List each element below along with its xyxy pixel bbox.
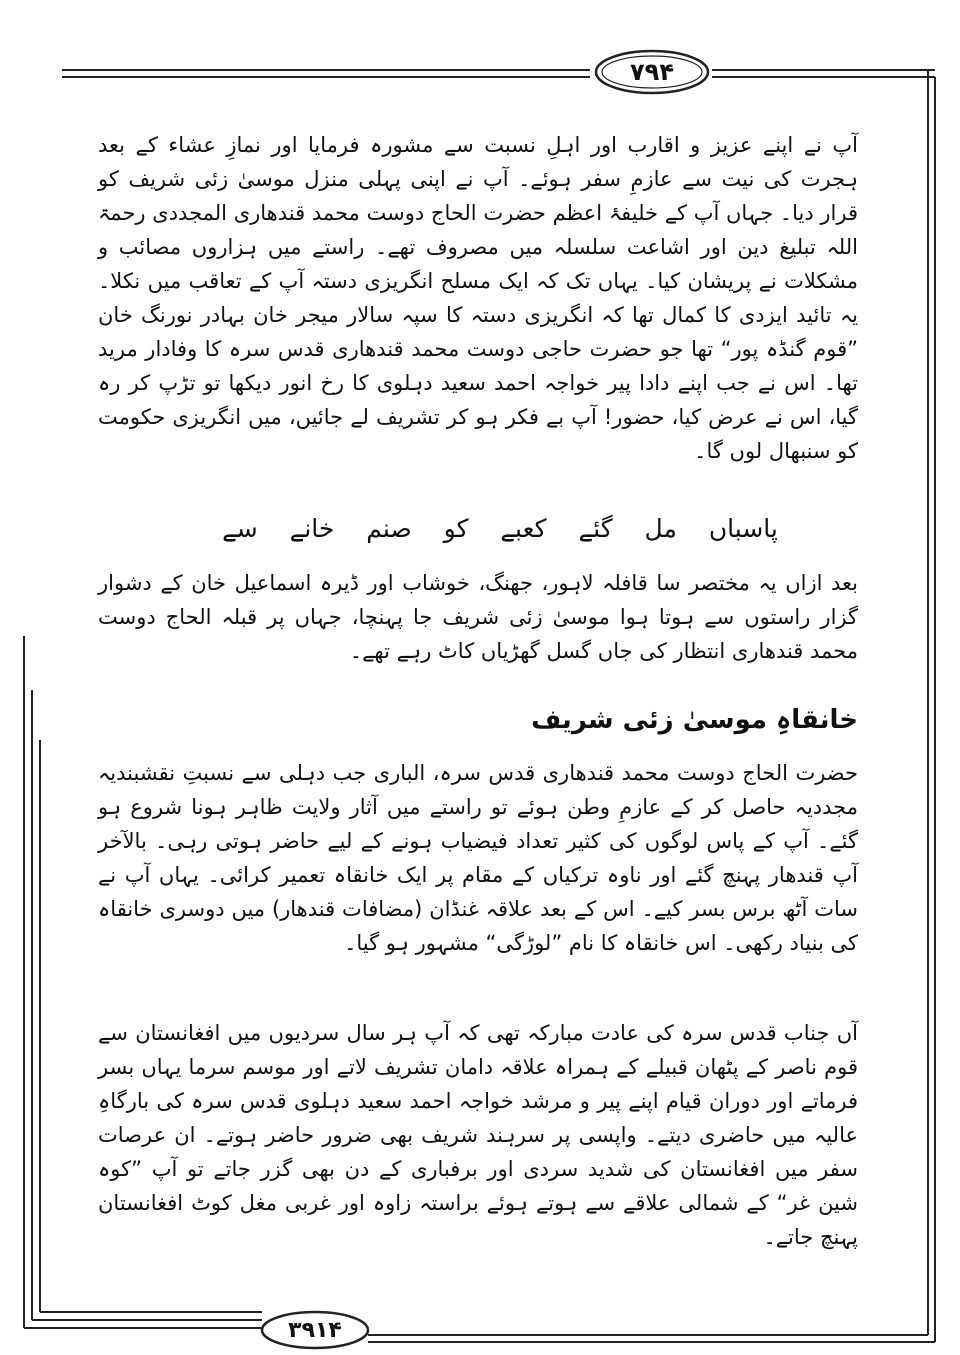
paragraph-4 (98, 1016, 858, 1254)
paragraph-2 (98, 566, 858, 668)
page-number: ۷۹۴ (630, 58, 674, 86)
paragraph-3 (98, 756, 858, 960)
paragraph-1-text: آپ نے اپنے عزیز و اقارب اور اہلِ نسبت سے مشورہ فرمایا اور نمازِ عشاء کے بعد ہجرت کی نیت سے عازمِ سفر ہوئے۔ آپ نے اپنی پہلی منزل موسیٰ زئی شریف کو قرار دیا۔ جہاں آپ کے خلیفۂ اعظم حضرت الحاج دوست محمد قندھاری المجددی رحمۃ اللہ تبلیغ دین اور اشاعت سلسلہ میں مصروف تھے۔ راستے میں ہزاروں مصائب و مشکلات نے پریشان کیا۔ یہاں تک کہ ایک مسلح انگریزی دستہ آپ کے تعاقب میں نکلا۔ یہ تائید ایزدی کا کمال تھا کہ انگریزی دستہ کا سپہ سالار میجر خان بہادر نورنگ خان ”قوم گنڈہ پور“ تھا جو حضرت حاجی دوست محمد قندھاری قدس سرہ کا وفادار مرید تھا۔ اس نے جب اپنے دادا پیر خواجہ احمد سعید دہلوی کا رخ انور دیکھا تو تڑپ کر رہ گیا، اس نے عرض کیا، حضور! آپ بے فکر ہو کر تشریف لے جائیں، میں انگریزی حکومت کو سنبھال لوں گا۔ (98, 133, 858, 463)
paragraph-3-text: حضرت الحاج دوست محمد قندھاری قدس سرہ، الباری جب دہلی سے نسبتِ نقشبندیہ مجددیہ حاصل کر کے عازمِ وطن ہوئے تو راستے میں آثار ولایت ظاہر ہونا شروع ہو گئے۔ آپ کے پاس لوگوں کی کثیر تعداد فیضیاب ہونے کے لیے حاضر ہوتی رہی۔ بالآخر آپ قندھار پہنچ گئے اور ناوہ ترکیاں کے مقام پر ایک خانقاہ تعمیر کرائی۔ یہاں آپ نے سات آٹھ برس بسر کیے۔ اس کے بعد علاقہ غنڈان (مضافات قندھار) میں دوسری خانقاہ کی بنیاد رکھی۔ اس خانقاہ کا نام ”لوڑگی“ مشہور ہو گیا۔ (98, 761, 858, 955)
paragraph-1 (98, 128, 858, 468)
couplet: پاسباں مل گئے کعبے کو صنم خانے سے (222, 514, 778, 543)
paragraph-4-text: آں جناب قدس سرہ کی عادت مبارکہ تھی کہ آپ ہر سال سردیوں میں افغانستان سے قوم ناصر کے پٹھان قبیلے کے ہمراہ علاقہ دامان تشریف لاتے اور موسم سرما یہاں بسر فرماتے اور دوران قیام اپنے پیر و مرشد خواجہ احمد سعید دہلوی قدس سرہ کی بارگاہِ عالیہ میں حاضری دیتے۔ واپسی پر سرہند شریف بھی ضرور حاضر ہوتے۔ ان عرصات سفر میں افغانستان کی شدید سردی اور برفباری کے دن بھی گزر جاتے تو آپ ”کوہ شین غر“ کے شمالی علاقے سے ہوتے ہوئے براستہ زاوہ اور غربی مغل کوٹ افغانستان پہنچ جاتے۔ (98, 1021, 858, 1249)
paragraph-2-text: بعد ازاں یہ مختصر سا قافلہ لاہور، جھنگ، خوشاب اور ڈیرہ اسماعیل خان کے دشوار گزار راستوں سے ہوتا ہوا موسیٰ زئی شریف جا پہنچا، جہاں پر قبلہ الحاج دوست محمد قندھاری انتظار کی جاں گسل گھڑیاں کاٹ رہے تھے۔ (98, 571, 858, 663)
footer-number: ۳۹۱۴ (288, 1317, 342, 1343)
section-heading: خانقاہِ موسیٰ زئی شریف (531, 705, 858, 735)
